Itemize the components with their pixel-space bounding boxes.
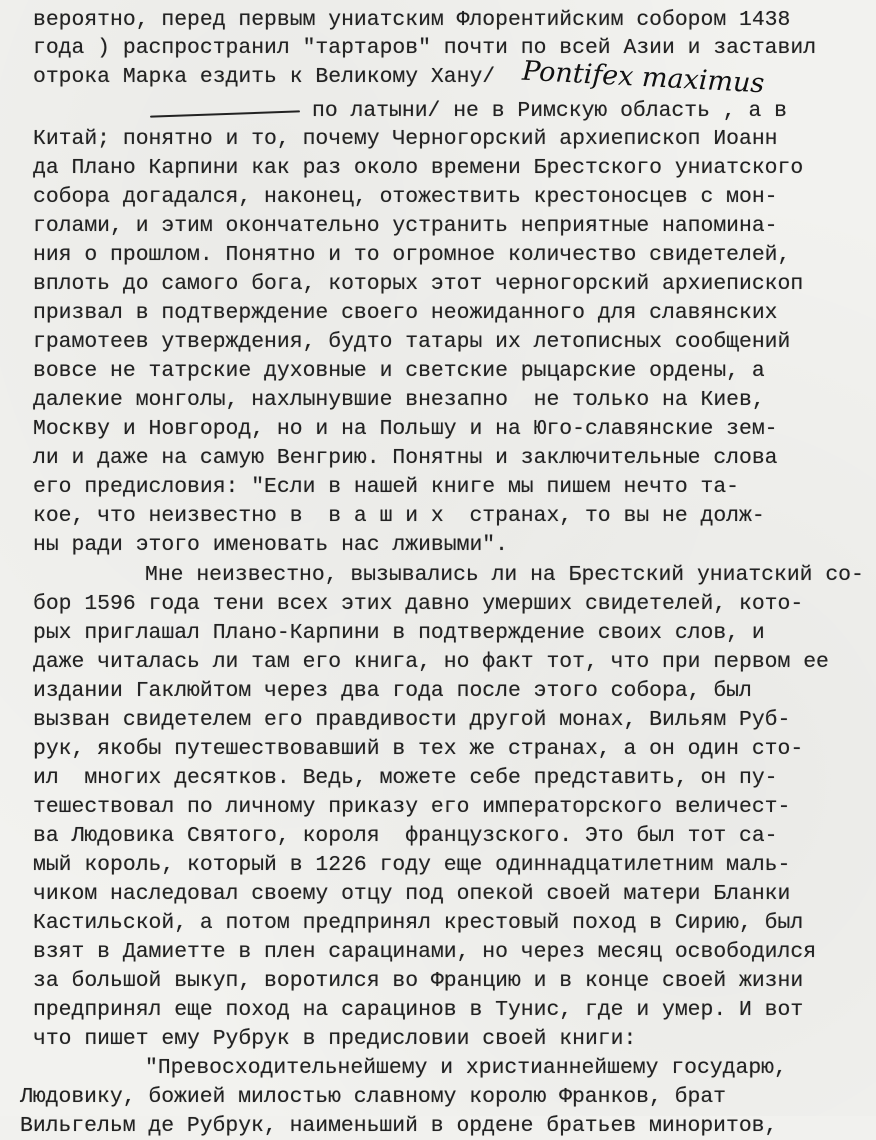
text-line: взят в Дамиетте в плен сарацинами, но через месяц освободился [33, 940, 817, 964]
text-line: отрока Марка ездить к Великому Хану/ [33, 65, 496, 89]
text-line: ил многих десятков. Ведь, можете себе представить, он пу- [33, 766, 778, 790]
text-line: рых приглашал Плано-Карпини в подтверждение своих слов, и [33, 621, 765, 645]
text-line: вызван свидетелем его правдивости другой монах, Вильям Руб- [33, 708, 791, 732]
text-line: грамотеев утверждения, будто татары их летописных сообщений [33, 330, 791, 354]
text-line: года ) распространил "тартаров" почти по всей Азии и заставил [33, 36, 817, 60]
handwritten-stroke [150, 110, 300, 117]
text-line: за большой выкуп, воротился во Францию и в конце своей жизни [33, 969, 804, 993]
text-line: Вильгельм де Рубрук, наименьший в ордене братьев миноритов, [20, 1114, 778, 1138]
text-line: бор 1596 года тени всех этих давно умерших свидетелей, кото- [33, 592, 804, 616]
text-line: даже читалась ли там его книга, но факт тот, что при первом ее [33, 650, 829, 674]
handwritten-note: Pontifex maximus [521, 55, 766, 100]
text-line: чиком наследовал своему отцу под опекой своей матери Бланки [33, 882, 791, 906]
text-line: предпринял еще поход на сарацинов в Тунис, где и умер. И вот [33, 998, 804, 1022]
text-line: да Плано Карпини как раз около времени Брестского униатского [33, 156, 804, 180]
text-line: ния о прошлом. Понятно и то огромное количество свидетелей, [33, 243, 791, 267]
text-line: голами, и этим окончательно устранить неприятные напомина- [33, 214, 778, 238]
text-line: рук, якобы путешествовавший в тех же странах, а он один сто- [33, 737, 804, 761]
text-line: ва Людовика Святого, короля французского. Это был тот са- [33, 824, 778, 848]
text-line: "Превосходительнейшему и христианнейшему государю, [145, 1056, 787, 1080]
text-line: призвал в подтверждение своего неожиданного для славянских [33, 301, 778, 325]
text-line: Москву и Новгород, но и на Польшу и на Юго-славянские зем- [33, 417, 778, 441]
text-line: вероятно, перед первым униатским Флорентийским собором 1438 [33, 8, 791, 32]
text-line: мый король, который в 1226 году еще одиннадцатилетним маль- [33, 853, 791, 877]
text-line: его предисловия: "Если в нашей книге мы пишем нечто та- [33, 475, 740, 499]
text-line: по латыни/ не в Римскую область , а в [312, 99, 787, 123]
text-line: вплоть до самого бога, которых этот черногорский архиепископ [33, 272, 804, 296]
text-line: Людовику, божией милостью славному королю Франков, брат [20, 1085, 727, 1109]
text-line: ны ради этого именовать нас лживыми". [33, 533, 508, 557]
text-line: вовсе не татрские духовные и светские рыцарские ордены, а [33, 359, 765, 383]
text-line: тешествовал по личному приказу его императорского величест- [33, 795, 791, 819]
text-line: кое, что неизвестно в в а ш и х странах, то вы не долж- [33, 504, 765, 528]
text-line: Кастильской, а потом предпринял крестовый поход в Сирию, был [33, 911, 804, 935]
text-line: что пишет ему Рубрук в предисловии своей книги: [33, 1027, 637, 1051]
text-line: издании Гаклюйтом через два года после этого собора, был [33, 679, 752, 703]
text-line: ли и даже на самую Венгрию. Понятны и заключительные слова [33, 446, 778, 470]
text-line: Китай; понятно и то, почему Черногорский архиепископ Иоанн [33, 127, 778, 151]
text-line: далекие монголы, нахлынувшие внезапно не только на Киев, [33, 388, 765, 412]
text-line: Мне неизвестно, вызывались ли на Брестский униатский со- [145, 563, 864, 587]
text-line: собора догадался, наконец, отожествить крестоносцев с мон- [33, 185, 778, 209]
